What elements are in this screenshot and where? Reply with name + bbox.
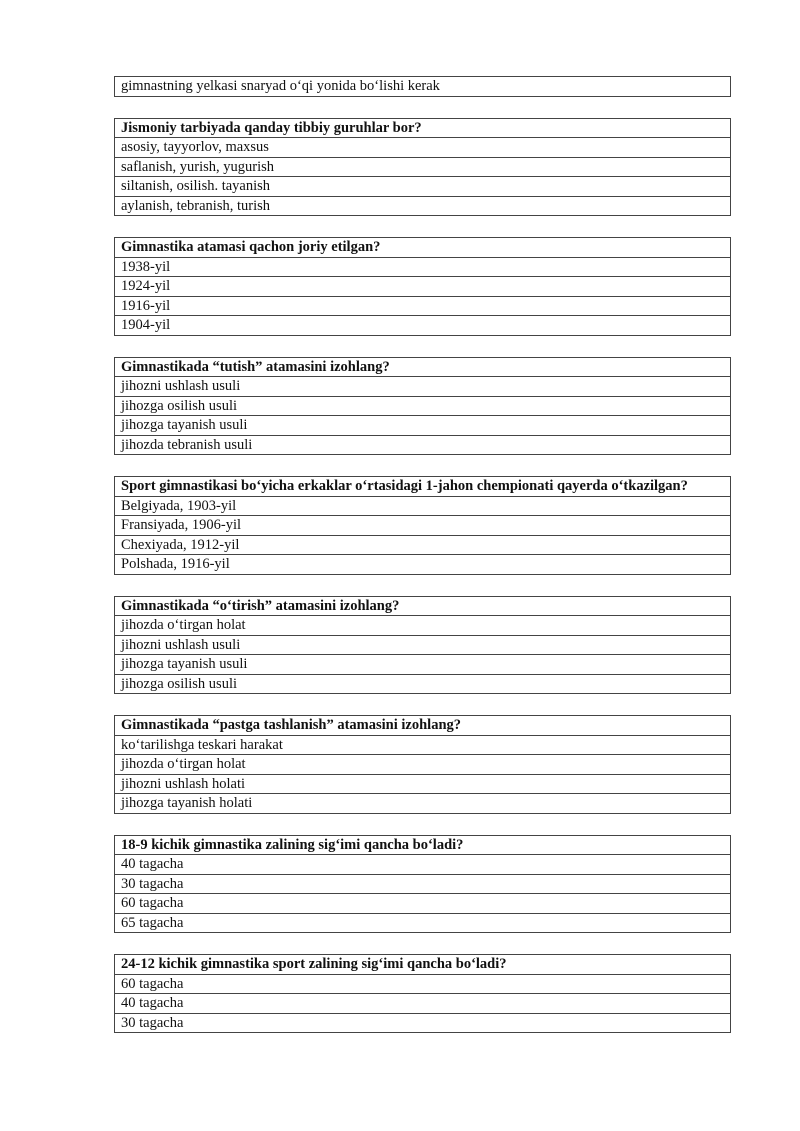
answer-row — [115, 635, 731, 655]
spacer — [114, 97, 731, 118]
answer-cell: jihozda o‘tirgan holat — [115, 616, 731, 636]
spacer — [114, 336, 731, 357]
question-table-8 — [114, 954, 731, 1033]
answer-row — [115, 874, 731, 894]
answer-row — [115, 77, 731, 97]
answer-cell: 1916-yil — [115, 296, 731, 316]
answer-row — [115, 994, 731, 1014]
question-text: 24-12 kichik gimnastika sport zalining sig‘imi qancha bo‘ladi? — [115, 955, 731, 975]
answer-row — [115, 655, 731, 675]
spacer — [114, 455, 731, 476]
answer-row — [115, 974, 731, 994]
question-row — [115, 477, 731, 497]
question-text: Gimnastikada “pastga tashlanish” atamasini izohlang? — [115, 716, 731, 736]
answer-cell: asosiy, tayyorlov, maxsus — [115, 138, 731, 158]
question-table-4 — [114, 476, 731, 575]
question-table-5 — [114, 596, 731, 695]
answer-cell: jihozga tayanish holati — [115, 794, 731, 814]
answer-cell: jihozga osilish usuli — [115, 396, 731, 416]
question-table-2 — [114, 237, 731, 336]
question-table-6 — [114, 715, 731, 814]
answer-row — [115, 177, 731, 197]
question-row — [115, 357, 731, 377]
answer-cell: 1924-yil — [115, 277, 731, 297]
answer-table-top — [114, 76, 731, 97]
answer-cell: jihozga tayanish usuli — [115, 416, 731, 436]
answer-row — [115, 755, 731, 775]
answer-cell: ko‘tarilishga teskari harakat — [115, 735, 731, 755]
answer-cell: 60 tagacha — [115, 974, 731, 994]
answer-row — [115, 516, 731, 536]
answer-cell: jihozda tebranish usuli — [115, 435, 731, 455]
test-sheet — [114, 76, 731, 1033]
answer-row — [115, 396, 731, 416]
answer-cell: Polshada, 1916-yil — [115, 555, 731, 575]
answer-cell: siltanish, osilish. tayanish — [115, 177, 731, 197]
answer-row — [115, 416, 731, 436]
answer-row — [115, 735, 731, 755]
question-table-7 — [114, 835, 731, 934]
answer-cell: jihozda o‘tirgan holat — [115, 755, 731, 775]
answer-row — [115, 674, 731, 694]
answer-row — [115, 774, 731, 794]
answer-cell: jihozni ushlash usuli — [115, 635, 731, 655]
answer-row — [115, 535, 731, 555]
answer-row — [115, 277, 731, 297]
answer-cell: 1904-yil — [115, 316, 731, 336]
answer-row — [115, 316, 731, 336]
answer-row — [115, 894, 731, 914]
question-row — [115, 238, 731, 258]
question-row — [115, 716, 731, 736]
spacer — [114, 216, 731, 237]
answer-row — [115, 555, 731, 575]
answer-cell: Belgiyada, 1903-yil — [115, 496, 731, 516]
answer-cell: 40 tagacha — [115, 994, 731, 1014]
answer-row — [115, 1013, 731, 1033]
question-text: Jismoniy tarbiyada qanday tibbiy guruhlar bor? — [115, 118, 731, 138]
answer-row — [115, 377, 731, 397]
answer-row — [115, 913, 731, 933]
spacer — [114, 933, 731, 954]
question-text: Sport gimnastikasi bo‘yicha erkaklar o‘rtasidagi 1-jahon chempionati qayerda o‘tkazilgan? — [115, 477, 731, 497]
answer-row — [115, 196, 731, 216]
question-text: 18-9 kichik gimnastika zalining sig‘imi qancha bo‘ladi? — [115, 835, 731, 855]
answer-cell: aylanish, tebranish, turish — [115, 196, 731, 216]
answer-row — [115, 435, 731, 455]
question-row — [115, 118, 731, 138]
answer-cell: Fransiyada, 1906-yil — [115, 516, 731, 536]
answer-cell: jihozni ushlash usuli — [115, 377, 731, 397]
question-row — [115, 835, 731, 855]
spacer — [114, 814, 731, 835]
question-row — [115, 955, 731, 975]
answer-cell: jihozga osilish usuli — [115, 674, 731, 694]
question-text: Gimnastikada “o‘tirish” atamasini izohlang? — [115, 596, 731, 616]
answer-cell: 30 tagacha — [115, 874, 731, 894]
answer-cell: 30 tagacha — [115, 1013, 731, 1033]
answer-cell: 40 tagacha — [115, 855, 731, 875]
answer-row — [115, 794, 731, 814]
question-row — [115, 596, 731, 616]
answer-row — [115, 296, 731, 316]
answer-cell: 1938-yil — [115, 257, 731, 277]
answer-row — [115, 257, 731, 277]
answer-cell: 60 tagacha — [115, 894, 731, 914]
answer-row — [115, 496, 731, 516]
question-text: Gimnastika atamasi qachon joriy etilgan? — [115, 238, 731, 258]
question-table-1 — [114, 118, 731, 217]
answer-cell: 65 tagacha — [115, 913, 731, 933]
spacer — [114, 694, 731, 715]
answer-row — [115, 138, 731, 158]
question-table-3 — [114, 357, 731, 456]
question-text: Gimnastikada “tutish” atamasini izohlang? — [115, 357, 731, 377]
answer-row — [115, 157, 731, 177]
answer-cell: jihozni ushlash holati — [115, 774, 731, 794]
answer-cell: Chexiyada, 1912-yil — [115, 535, 731, 555]
spacer — [114, 575, 731, 596]
answer-row — [115, 616, 731, 636]
answer-cell: gimnastning yelkasi snaryad o‘qi yonida bo‘lishi kerak — [115, 77, 731, 97]
answer-cell: saflanish, yurish, yugurish — [115, 157, 731, 177]
answer-row — [115, 855, 731, 875]
answer-cell: jihozga tayanish usuli — [115, 655, 731, 675]
